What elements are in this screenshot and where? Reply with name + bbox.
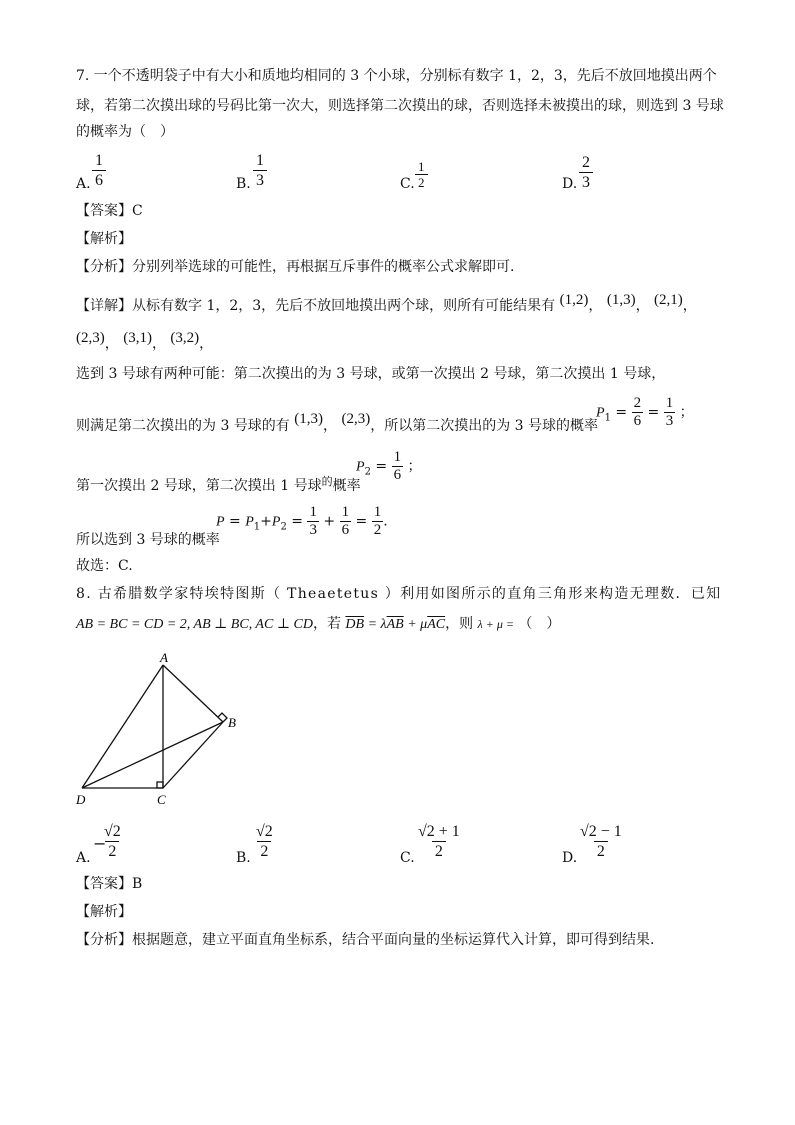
point-c-label: C (157, 792, 166, 807)
option-label: B. (236, 176, 251, 192)
option-fraction: √2 2 (256, 823, 273, 860)
point-d-label: D (76, 792, 86, 807)
q7-p1-expr: $P_1$ = $\frac{2}{6}$ = $\frac{1}{3}$ ； (596, 395, 694, 429)
q7-p2-expr: $P_2$ = $\frac{1}{6}$ ； (356, 449, 422, 483)
right-angle-c (157, 782, 163, 788)
q7-fenxi: 【分析】分别列举选球的可能性，再根据互斥事件的概率公式求解即可. (76, 259, 515, 275)
q7-stem-line2: 球，若第二次摸出球的号码比第一次大，则选择第二次摸出的球，否则选择未被摸出的球，则选到 3 号球 (76, 98, 724, 114)
option-label: B. (236, 850, 251, 866)
q8-stem-line2: AB = BC = CD = 2, AB ⊥ BC, AC ⊥ CD，若 $\overline{DB} = \lambda\overline{AB} + \mu\overline{AC}$，则 λ + μ = （ ） (76, 616, 561, 632)
option-label: A. (76, 850, 91, 866)
q8-answer: 【答案】B (76, 876, 143, 892)
q7-pairs-row2: (2,3)， (3,1)， (3,2)， (76, 330, 214, 352)
q8-fenxi: 【分析】根据题意，建立平面直角坐标系，结合平面向量的坐标运算代入计算，即可得到结果. (76, 932, 655, 948)
point-a-label: A (160, 650, 168, 665)
pair: (1,2) (559, 292, 589, 308)
q7-stem-line1: 7. 一个不透明袋子中有大小和质地均相同的 3 个小球，分别标有数字 1，2，3，先后不放回地摸出两个 (76, 68, 717, 84)
q7-stem-line3: 的概率为（ ） (76, 124, 174, 140)
option-label: C. (400, 176, 415, 192)
q7-p-expr: $P = P_1+P_2$ = $\frac{1}{3}$ + $\frac{1}{6}$ = $\frac{1}{2}$ . (216, 504, 388, 538)
q7-two-ways: 选到 3 号球有两种可能：第二次摸出的为 3 号球，或第一次摸出 2 号球，第二次摸出 1 号球， (76, 366, 666, 382)
pair: (3,2) (170, 330, 200, 346)
option-fraction: √2 + 1 2 (418, 823, 460, 860)
q7-p-line: 所以选到 3 号球的概率 (76, 532, 220, 548)
q7-p2-line: 第一次摸出 2 号球，第二次摸出 1 号球$^的$概率 (76, 475, 361, 494)
option-fraction: √2 − 1 2 (580, 823, 622, 860)
option-label: D. (562, 176, 578, 192)
option-fraction: 1 6 (92, 151, 106, 190)
option-fraction: √2 2 (104, 823, 121, 860)
edge-bc (163, 722, 223, 788)
q8-jiexi: 【解析】 (76, 904, 132, 920)
q7-xiangjie: 【详解】从标有数字 1，2，3，先后不放回地摸出两个球，则所有可能结果有 (1,2)， (1,3)， (2,1)， (76, 292, 697, 314)
option-label: A. (76, 176, 91, 192)
q7-p1-line: 则满足第二次摸出的为 3 号球的有 (1,3)， (2,3)，所以第二次摸出的为 3 号球的概率 (76, 411, 599, 434)
q7-jiexi: 【解析】 (76, 231, 132, 247)
q7-answer: 【答案】C (76, 203, 143, 219)
pair: (1,3) (606, 292, 636, 308)
option-label: C. (400, 850, 415, 866)
pair: (2,1) (654, 292, 683, 308)
option-fraction: 1 3 (253, 151, 267, 190)
q8-triangle-figure (70, 650, 250, 810)
pair: (2,3) (76, 330, 105, 346)
point-b-label: B (228, 715, 236, 730)
option-label: D. (562, 850, 578, 866)
q8-stem-line1: 8. 古希腊数学家特埃特图斯（ Theaetetus ）利用如图所示的直角三角形来构造无理数．已知 (76, 586, 722, 602)
q7-guxuan: 故选：C. (76, 558, 133, 574)
option-fraction: 2 3 (579, 153, 593, 192)
option-fraction: 1 2 (415, 159, 428, 190)
pair: (3,1) (123, 330, 152, 346)
edge-ab (163, 665, 223, 722)
